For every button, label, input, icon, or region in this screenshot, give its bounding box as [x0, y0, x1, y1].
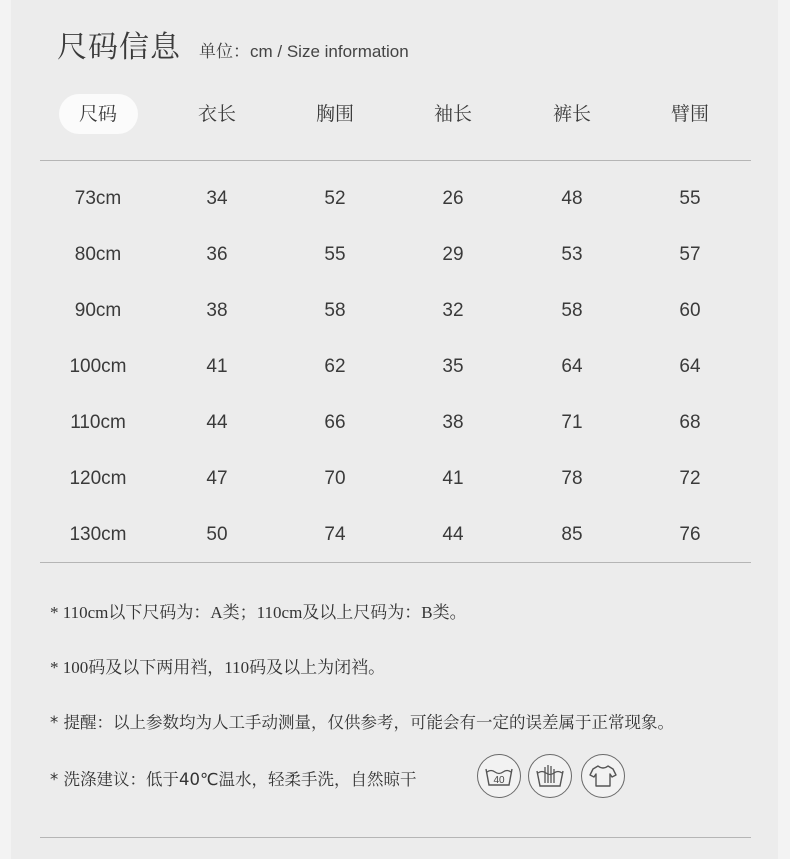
cell-chest: 74 [324, 524, 346, 545]
cell-pants: 78 [561, 468, 583, 489]
cell-pants: 85 [561, 524, 583, 545]
table-bottom-divider [40, 562, 751, 563]
cell-sleeve: 44 [442, 524, 464, 545]
cell-arm: 76 [679, 524, 701, 545]
note-crotch: * 100码及以下两用裆，110码及以上为闭裆。 [50, 658, 386, 677]
table-row [40, 347, 751, 387]
cell-pants: 58 [561, 300, 583, 321]
hand-wash-icon [528, 754, 572, 798]
table-header [40, 92, 751, 136]
header-arm: 臂围 [670, 103, 709, 125]
table-row [40, 403, 751, 443]
cell-chest: 70 [324, 468, 346, 489]
cell-arm: 57 [679, 244, 701, 265]
cell-pants: 71 [561, 412, 583, 433]
cell-chest: 52 [324, 188, 346, 209]
cell-arm: 60 [679, 300, 701, 321]
cell-arm: 64 [679, 356, 701, 377]
page-subtitle: 单位：cm / Size information [199, 42, 409, 61]
cell-chest: 62 [324, 356, 346, 377]
cell-chest: 55 [324, 244, 346, 265]
cell-size: 110cm [70, 412, 126, 433]
cell-length: 38 [206, 300, 228, 321]
cell-length: 36 [206, 244, 228, 265]
cell-length: 41 [206, 356, 228, 377]
cell-size: 100cm [69, 356, 127, 377]
table-row [40, 459, 751, 499]
note-size-class: * 110cm以下尺码为：A类；110cm及以上尺码为：B类。 [50, 603, 467, 622]
wash-temp-label: 40 [493, 775, 505, 786]
cell-sleeve: 29 [442, 244, 464, 265]
wash-40-icon [477, 754, 521, 798]
footer-divider [40, 837, 751, 838]
header-divider [40, 160, 751, 161]
cell-length: 47 [206, 468, 228, 489]
cell-pants: 48 [561, 188, 583, 209]
cell-sleeve: 35 [442, 356, 464, 377]
note-wash-advice: * 洗涤建议：低于40℃温水，轻柔手洗，自然晾干 [50, 770, 417, 789]
header-length: 衣长 [197, 103, 236, 125]
cell-size: 120cm [69, 468, 127, 489]
cell-length: 34 [206, 188, 228, 209]
cell-sleeve: 38 [442, 412, 464, 433]
cell-arm: 68 [679, 412, 701, 433]
cell-arm: 55 [679, 188, 701, 209]
cell-sleeve: 41 [442, 468, 464, 489]
table-row [40, 235, 751, 275]
header-sleeve: 袖长 [433, 103, 472, 125]
cell-chest: 58 [324, 300, 346, 321]
page-title: 尺码信息 [57, 30, 181, 65]
cell-size: 73cm [74, 188, 122, 209]
table-row [40, 179, 751, 219]
cell-length: 44 [206, 412, 228, 433]
cell-pants: 64 [561, 356, 583, 377]
header-pants: 裤长 [552, 103, 591, 125]
cell-size: 90cm [74, 300, 122, 321]
tshirt-icon [581, 754, 625, 798]
header-size: 尺码 [78, 103, 117, 125]
cell-chest: 66 [324, 412, 346, 433]
cell-sleeve: 32 [442, 300, 464, 321]
table-row [40, 515, 751, 555]
cell-arm: 72 [679, 468, 701, 489]
cell-size: 130cm [69, 524, 127, 545]
cell-sleeve: 26 [442, 188, 464, 209]
table-row [40, 291, 751, 331]
cell-pants: 53 [561, 244, 583, 265]
cell-length: 50 [206, 524, 228, 545]
header-chest: 胸围 [315, 103, 354, 125]
note-measurement: * 提醒：以上参数均为人工手动测量，仅供参考，可能会有一定的误差属于正常现象。 [50, 713, 674, 732]
cell-size: 80cm [74, 244, 122, 265]
